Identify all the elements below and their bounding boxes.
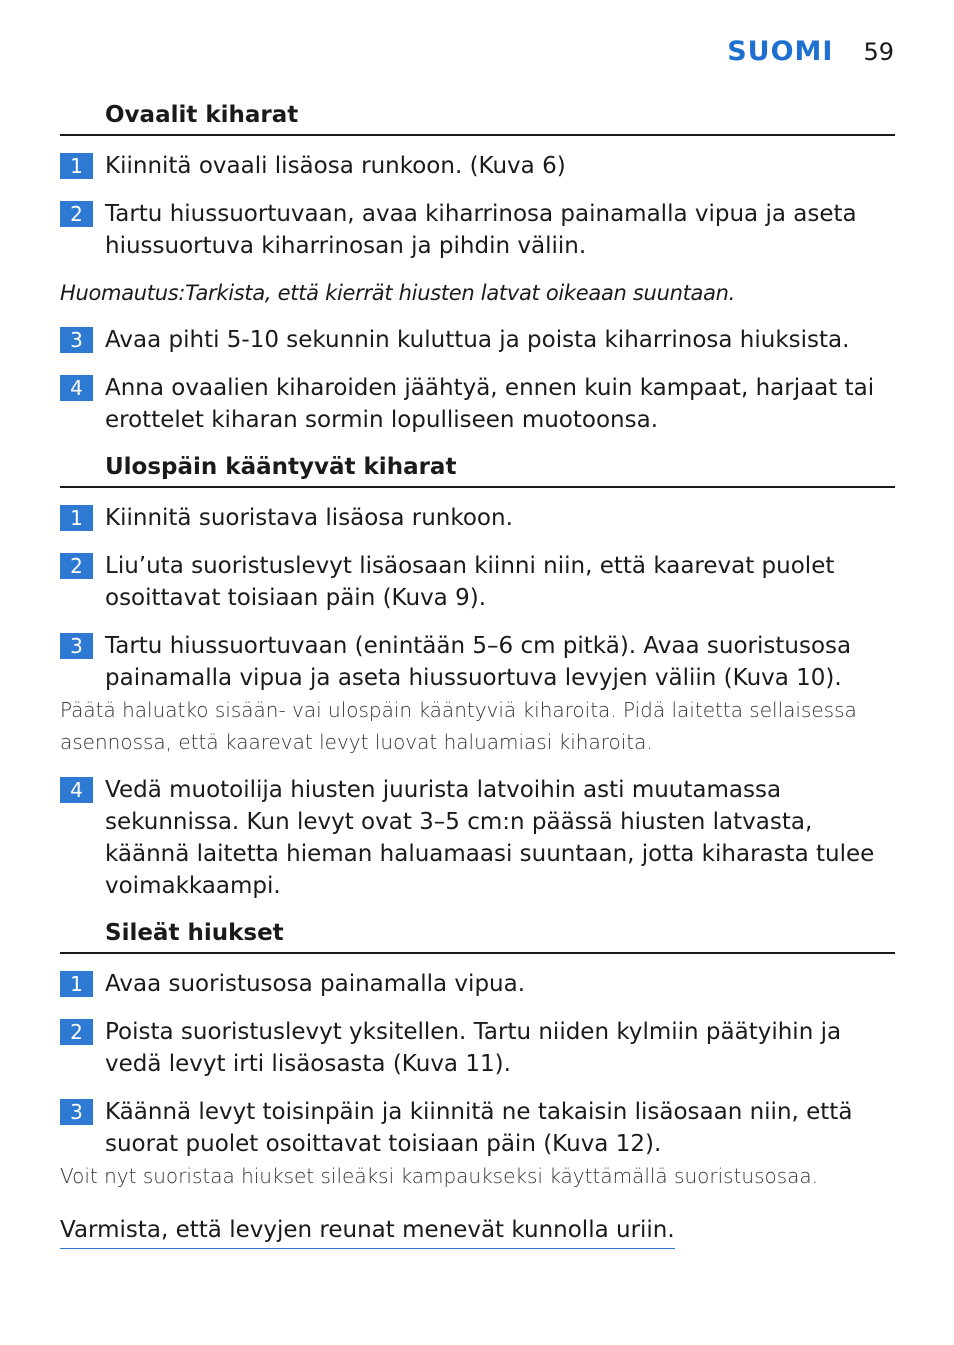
step bbox=[60, 372, 895, 436]
step bbox=[60, 198, 895, 262]
step-number-badge: 3 bbox=[60, 633, 93, 659]
step-number-badge: 1 bbox=[60, 505, 93, 531]
step-text: Kiinnitä suoristava lisäosa runkoon. bbox=[105, 505, 513, 531]
step-number-badge: 3 bbox=[60, 1099, 93, 1125]
step bbox=[60, 630, 895, 694]
step-number-badge: 2 bbox=[60, 201, 93, 227]
step-number-badge: 2 bbox=[60, 553, 93, 579]
page-number: 59 bbox=[863, 38, 894, 66]
step-text: Avaa pihti 5-10 sekunnin kuluttua ja poista kiharrinosa hiuksista. bbox=[105, 327, 850, 353]
page-header bbox=[727, 36, 894, 67]
step-text: Liu’uta suoristuslevyt lisäosaan kiinni niin, että kaarevat puolet osoittavat toisiaan päin (Kuva 9). bbox=[105, 553, 835, 611]
step-text: Avaa suoristusosa painamalla vipua. bbox=[105, 971, 526, 997]
step bbox=[60, 550, 895, 614]
step bbox=[60, 774, 895, 902]
step-number-badge: 4 bbox=[60, 777, 93, 803]
step-text: Anna ovaalien kiharoiden jäähtyä, ennen kuin kampaat, harjaat tai erottelet kiharan sormin lopulliseen muotoonsa. bbox=[105, 375, 875, 433]
step bbox=[60, 1016, 895, 1080]
step-number-badge: 2 bbox=[60, 1019, 93, 1045]
note-text: Huomautus:Tarkista, että kierrät hiusten latvat oikeaan suuntaan. bbox=[60, 281, 736, 305]
step bbox=[60, 1096, 895, 1160]
step-text: Vedä muotoilija hiusten juurista latvoihin asti muutamassa sekunnissa. Kun levyt ovat 3–5 cm:n päässä hiusten latvasta, käännä laitetta hieman haluamaasi suuntaan, jotta kiharasta tulee voimakkaampi. bbox=[105, 777, 875, 899]
section-title-smooth-hair: Sileät hiukset bbox=[60, 918, 895, 954]
section-title-outward-curls: Ulospäin kääntyvät kiharat bbox=[60, 452, 895, 488]
step-text: Poista suoristuslevyt yksitellen. Tartu niiden kylmiin päätyihin ja vedä levyt irti lisäosasta (Kuva 11). bbox=[105, 1019, 842, 1077]
note-text: Päätä haluatko sisään- vai ulospäin kääntyviä kiharoita. Pidä laitetta sellaisessa asennossa, että kaarevat levyt luovat haluamiasi kiharoita. bbox=[60, 698, 857, 754]
language-label: SUOMI bbox=[727, 36, 834, 67]
note-text: Voit nyt suoristaa hiukset sileäksi kampaukseksi käyttämällä suoristusosaa. bbox=[60, 1164, 819, 1188]
step-number-badge: 3 bbox=[60, 327, 93, 353]
step-text: Tartu hiussuortuvaan (enintään 5–6 cm pitkä). Avaa suoristusosa painamalla vipua ja aseta hiussuortuva levyjen väliin (Kuva 10). bbox=[105, 633, 852, 691]
section-title-oval-curls: Ovaalit kiharat bbox=[60, 100, 895, 136]
step-number-badge: 4 bbox=[60, 375, 93, 401]
page-content bbox=[60, 100, 895, 1249]
step-text: Tartu hiussuortuvaan, avaa kiharrinosa painamalla vipua ja aseta hiussuortuva kiharrinosan ja pihdin väliin. bbox=[105, 201, 857, 259]
step-number-badge: 1 bbox=[60, 153, 93, 179]
tip-text: Varmista, että levyjen reunat menevät kunnolla uriin. bbox=[60, 1214, 675, 1249]
step bbox=[60, 150, 895, 182]
step-number-badge: 1 bbox=[60, 971, 93, 997]
step bbox=[60, 502, 895, 534]
step bbox=[60, 968, 895, 1000]
step-text: Käännä levyt toisinpäin ja kiinnitä ne takaisin lisäosaan niin, että suorat puolet osoittavat toisiaan päin (Kuva 12). bbox=[105, 1099, 853, 1157]
step bbox=[60, 324, 895, 356]
step-text: Kiinnitä ovaali lisäosa runkoon. (Kuva 6) bbox=[105, 153, 566, 179]
